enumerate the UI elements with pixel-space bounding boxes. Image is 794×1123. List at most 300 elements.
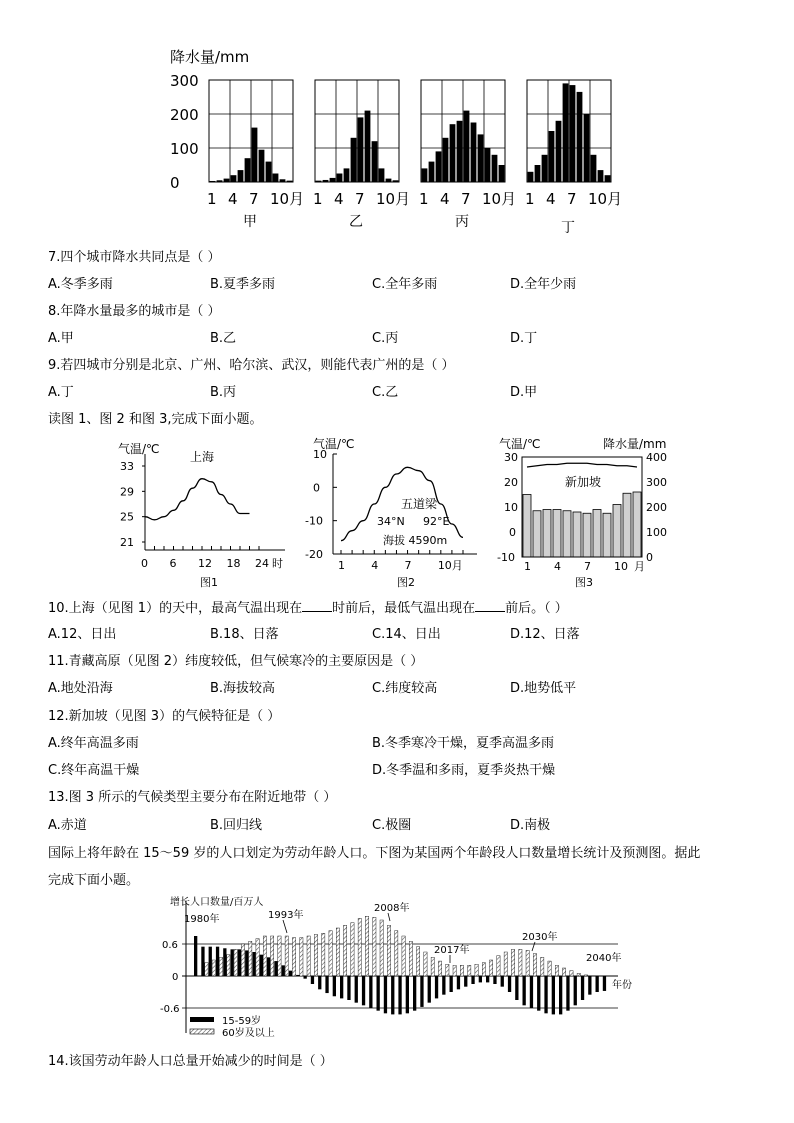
question-11: 11.青藏高原（见图 2）纬度较低，但气候寒冷的主要原因是（ ）: [48, 654, 424, 669]
pop-bar-elder: [409, 941, 412, 976]
precip-bar: [386, 179, 392, 182]
pop-bar-elder: [205, 963, 208, 976]
pop-bar-worker: [325, 976, 328, 993]
pop-bar-worker: [566, 976, 569, 1011]
pop-bar-worker: [252, 952, 255, 976]
precip-bar: [231, 175, 237, 182]
fig2-caption: 图2: [397, 576, 415, 589]
legend-worker-swatch: [190, 1017, 214, 1022]
pop-bar-elder: [482, 963, 485, 976]
precip-bar: [436, 151, 442, 182]
pop-bar-elder: [256, 939, 259, 976]
precip-bar: [266, 162, 272, 182]
fig3-ytick-right: 200: [646, 501, 667, 514]
precip-bar: [450, 124, 456, 182]
pop-bar-worker: [369, 976, 372, 1008]
pop-bar-worker: [260, 955, 263, 976]
legend-elder-label: 60岁及以上: [222, 1028, 275, 1039]
pop-bar-elder: [263, 936, 266, 976]
year-2008: 2008年: [374, 903, 410, 914]
fig3-precip-bar: [573, 512, 581, 557]
pop-bar-elder: [322, 933, 325, 976]
precip-ytick: 100: [170, 140, 199, 158]
pop-bar-worker: [413, 976, 416, 1011]
precip-xtick: 4: [546, 190, 556, 208]
pop-bar-elder: [329, 931, 332, 976]
pop-ytick-neg-0-6: -0.6: [160, 1004, 180, 1015]
pop-bar-worker: [406, 976, 409, 1013]
fig3-precip-bar: [563, 511, 571, 557]
pop-bar-elder: [475, 964, 478, 976]
pop-bar-worker: [574, 976, 577, 1005]
pop-bar-worker: [274, 961, 277, 976]
precip-xtick: 1: [313, 190, 323, 208]
fig2-longitude: 92°E: [423, 515, 450, 528]
fig1-xunit: 时: [272, 557, 283, 570]
pop-bar-elder: [285, 936, 288, 976]
pop-bar-worker: [596, 976, 599, 992]
pop-bar-elder: [533, 954, 536, 976]
q11-option-a[interactable]: A.地处沿海: [48, 681, 113, 696]
fig3-precip-bar: [633, 492, 641, 557]
fig1-xtick: 12: [198, 557, 212, 570]
q11-option-d[interactable]: D.地势低平: [510, 681, 577, 696]
precip-panel-name: 丙: [455, 214, 469, 230]
precip-panel-name: 乙: [349, 214, 363, 230]
q13-option-b[interactable]: B.回归线: [210, 818, 263, 833]
precip-bar: [471, 123, 477, 183]
question-14: 14.该国劳动年龄人口总量开始减少的时间是（ ）: [48, 1054, 333, 1069]
fig3-precip-bar: [533, 511, 541, 557]
fig3-ytick-left: -10: [497, 551, 515, 564]
pop-bar-worker: [333, 976, 336, 996]
question-8: 8.年降水量最多的城市是（ ）: [48, 304, 221, 319]
precip-bar: [344, 168, 350, 182]
precip-panel-2: [313, 80, 410, 230]
q8-option-b[interactable]: B.乙: [210, 331, 237, 346]
question-12: 12.新加坡（见图 3）的气候特征是（ ）: [48, 709, 281, 724]
year-2017: 2017年: [434, 945, 470, 956]
pop-bar-worker: [471, 976, 474, 984]
pop-bar-elder: [468, 965, 471, 976]
fig3-temperature-line: [527, 463, 637, 467]
precip-bar: [478, 134, 484, 182]
precip-xtick: 10月: [588, 190, 623, 208]
pop-bar-elder: [526, 950, 529, 976]
fig3-ylabel-right: 降水量/mm: [603, 437, 667, 451]
precip-bar: [605, 175, 611, 182]
pop-bar-worker: [318, 976, 321, 989]
pop-bar-worker: [362, 976, 365, 1005]
pop-bar-elder: [460, 965, 463, 976]
fig3-precip-bar: [553, 510, 561, 558]
precip-bar: [429, 162, 435, 182]
fig3-precip-bar: [603, 513, 611, 557]
pop-bar-elder: [438, 961, 441, 976]
precip-xtick: 10月: [482, 190, 517, 208]
pop-bar-worker: [201, 947, 204, 976]
q13-option-c[interactable]: C.极圈: [372, 818, 412, 833]
pop-bar-elder: [227, 955, 230, 976]
fig2-altitude: 海拔 4590m: [383, 534, 448, 547]
precip-bar: [379, 168, 385, 182]
pop-bar-worker: [581, 976, 584, 1000]
pop-bar-elder: [548, 961, 551, 976]
precip-xtick: 7: [567, 190, 577, 208]
fig1-ytick: 21: [120, 536, 134, 549]
fig2-xtick: 4: [371, 559, 379, 572]
precip-bar: [549, 131, 555, 182]
pop-bar-worker: [479, 976, 482, 982]
q12-option-b[interactable]: B.冬季寒冷干燥，夏季高温多雨: [372, 736, 555, 751]
fig2-xtick: 7: [404, 559, 412, 572]
pop-bar-worker: [384, 976, 387, 1013]
q12-option-a[interactable]: A.终年高温多雨: [48, 736, 139, 751]
pop-bar-worker: [588, 976, 591, 995]
precip-panel-1: [207, 80, 304, 230]
precip-bar: [372, 141, 378, 182]
precip-xtick: 4: [440, 190, 450, 208]
precip-panel-3: [419, 80, 516, 230]
pop-bar-worker: [530, 976, 533, 1008]
pop-bar-elder: [395, 931, 398, 976]
q10-blank-2: [475, 599, 505, 612]
pop-bar-worker: [267, 957, 270, 976]
precip-bar: [337, 174, 343, 183]
precip-xtick: 4: [334, 190, 344, 208]
precip-bar: [492, 155, 498, 182]
precip-bar: [365, 111, 371, 182]
fig1-xtick: 24: [255, 557, 269, 570]
precip-bar: [542, 155, 548, 182]
fig3-title: 新加坡: [565, 475, 602, 489]
precip-bar: [358, 117, 364, 182]
fig3-ytick-left: 20: [504, 476, 518, 489]
pop-bar-worker: [216, 947, 219, 976]
q10-option-d[interactable]: D.12、日落: [510, 627, 580, 642]
q8-option-d[interactable]: D.丁: [510, 331, 538, 346]
pop-bar-worker: [537, 976, 540, 1011]
question-9: 9.若四城市分别是北京、广州、哈尔滨、武汉，则能代表广州的是（ ）: [48, 358, 455, 373]
pop-bar-elder: [278, 936, 281, 976]
pop-bar-elder: [490, 960, 493, 976]
intro-figs-1-3: 读图 1、图 2 和图 3,完成下面小题。: [48, 412, 263, 427]
pop-bar-elder: [314, 934, 317, 976]
pop-ytick-0: 0: [172, 972, 179, 983]
pop-bar-elder: [387, 925, 390, 976]
precip-panel-name: 甲: [243, 214, 257, 230]
intro-population-line-2: 完成下面小题。: [48, 873, 140, 888]
pop-bar-elder: [234, 949, 237, 976]
precip-bar: [238, 170, 244, 182]
pop-bar-worker: [296, 975, 299, 976]
fig2-station: 五道梁: [401, 497, 438, 511]
pop-bar-elder: [307, 936, 310, 976]
pop-bar-elder: [351, 923, 354, 976]
pop-bar-elder: [555, 965, 558, 976]
pop-bar-worker: [442, 976, 445, 995]
pop-bar-elder: [541, 957, 544, 976]
pop-bar-worker: [311, 976, 314, 984]
pop-bar-worker: [223, 948, 226, 976]
figure-2-wudaoliang: [305, 436, 490, 596]
pop-bar-worker: [552, 976, 555, 1014]
q10-option-a[interactable]: A.12、日出: [48, 627, 117, 642]
pop-bar-worker: [428, 976, 431, 1003]
pop-bar-worker: [508, 976, 511, 992]
precip-xtick: 10月: [270, 190, 305, 208]
precip-bar: [457, 121, 463, 182]
pop-bar-elder: [577, 973, 580, 976]
precip-ytick: 0: [170, 174, 180, 192]
fig3-ytick-left: 10: [504, 501, 518, 514]
q7-option-b[interactable]: B.夏季多雨: [210, 277, 276, 292]
fig1-xtick: 6: [169, 557, 177, 570]
fig3-xtick: 1: [524, 560, 531, 573]
fig2-xtick: 1: [338, 559, 345, 572]
population-growth-figure: [160, 893, 640, 1045]
pop-bar-elder: [446, 964, 449, 976]
fig2-xtick: 10月: [437, 559, 463, 572]
q11-option-b[interactable]: B.海拔较高: [210, 681, 276, 696]
fig1-title: 上海: [190, 450, 215, 464]
q7-option-a[interactable]: A.冬季多雨: [48, 277, 113, 292]
fig3-xtick: 4: [554, 560, 561, 573]
fig3-precip-bar: [583, 513, 591, 557]
pop-ylabel: 增长人口数量/百万人: [170, 897, 264, 908]
precipitation-figure: [160, 42, 640, 240]
q8-option-c[interactable]: C.丙: [372, 331, 399, 346]
q9-option-b[interactable]: B.丙: [210, 385, 237, 400]
pop-bar-worker: [231, 949, 234, 976]
pop-bar-elder: [249, 941, 252, 976]
fig2-latitude: 34°N: [377, 515, 405, 528]
precip-bar: [556, 121, 562, 182]
precip-bar: [499, 165, 505, 182]
precip-xtick: 7: [355, 190, 365, 208]
pop-bar-elder: [380, 920, 383, 976]
pop-bar-worker: [391, 976, 394, 1014]
q7-option-c[interactable]: C.全年多雨: [372, 277, 438, 292]
figure-1-shanghai: [110, 436, 300, 596]
pop-bar-worker: [282, 965, 285, 976]
pop-bar-worker: [304, 976, 307, 979]
legend-worker-label: 15-59岁: [222, 1016, 262, 1027]
precip-bar: [528, 172, 534, 182]
fig1-xtick: 18: [226, 557, 241, 570]
pop-bar-elder: [402, 936, 405, 976]
pop-bar-worker: [603, 976, 606, 991]
pop-bar-elder: [365, 916, 368, 976]
precip-xtick: 1: [207, 190, 217, 208]
precip-bar: [598, 170, 604, 182]
pop-bar-worker: [493, 976, 496, 984]
pop-bar-elder: [563, 968, 566, 976]
pop-bar-elder: [292, 938, 295, 976]
fig3-precip-bar: [613, 505, 621, 558]
question-7: 7.四个城市降水共同点是（ ）: [48, 250, 221, 265]
pop-bar-worker: [523, 976, 526, 1005]
pop-bar-worker: [245, 950, 248, 976]
q13-option-a[interactable]: A.赤道: [48, 818, 87, 833]
pop-bar-elder: [424, 952, 427, 976]
precip-panel-4: [525, 80, 622, 236]
pop-bar-worker: [347, 976, 350, 1000]
q12-option-d[interactable]: D.冬季温和多雨，夏季炎热干燥: [372, 763, 556, 778]
q10-option-c[interactable]: C.14、日出: [372, 627, 441, 642]
q7-option-d[interactable]: D.全年少雨: [510, 277, 577, 292]
precip-bar: [570, 85, 576, 182]
pop-bar-worker: [464, 976, 467, 987]
pop-bar-worker: [450, 976, 453, 992]
fig3-ytick-left: 30: [504, 451, 518, 464]
precip-bar: [224, 179, 230, 182]
precip-panel-name: 丁: [561, 220, 575, 236]
pop-bar-elder: [271, 936, 274, 976]
precip-xtick: 10月: [376, 190, 411, 208]
fig1-temperature-line: [145, 479, 250, 520]
fig3-ytick-right: 300: [646, 476, 667, 489]
pop-bar-elder: [570, 971, 573, 976]
precip-bar: [563, 83, 569, 182]
precip-ylabel: 降水量/mm: [170, 48, 250, 66]
fig3-ytick-right: 400: [646, 451, 667, 464]
pop-ytick-0-6: 0.6: [162, 940, 178, 951]
pop-bar-elder: [511, 949, 514, 976]
precip-bar: [591, 155, 597, 182]
pop-bar-elder: [212, 960, 215, 976]
precip-xtick: 1: [419, 190, 429, 208]
fig1-ytick: 25: [120, 510, 134, 524]
pop-bar-worker: [515, 976, 518, 1000]
precip-bar: [464, 111, 470, 182]
fig3-ylabel-left: 气温/℃: [499, 437, 541, 451]
fig1-ytick: 33: [120, 460, 134, 473]
fig1-xtick: 0: [141, 557, 148, 570]
q9-option-d[interactable]: D.甲: [510, 385, 538, 400]
pop-bar-worker: [355, 976, 358, 1003]
year-1993: 1993年: [268, 910, 304, 921]
pop-bar-elder: [219, 957, 222, 976]
pop-bar-worker: [501, 976, 504, 987]
pop-xunit: 年份: [612, 980, 632, 991]
year-1980: 1980年: [184, 914, 220, 925]
pop-bar-worker: [377, 976, 380, 1011]
q9-option-c[interactable]: C.乙: [372, 385, 399, 400]
fig1-caption: 图1: [200, 576, 218, 589]
precip-xtick: 7: [249, 190, 259, 208]
q10-blank-1: [302, 599, 332, 612]
precip-bar: [252, 128, 258, 182]
fig2-ytick: -10: [305, 514, 323, 528]
fig2-ytick: 0: [313, 481, 320, 495]
fig2-ytick: -20: [305, 548, 323, 561]
precip-xtick: 7: [461, 190, 471, 208]
pop-bar-elder: [497, 956, 500, 976]
pop-bar-elder: [417, 947, 420, 976]
precip-bar: [577, 92, 583, 182]
intro-population-line-1: 国际上将年龄在 15～59 岁的人口划定为劳动年龄人口。下图为某国两个年龄段人口数量增长统计及预测图。据此: [48, 846, 701, 861]
pop-bar-elder: [519, 949, 522, 976]
precip-ytick: 300: [170, 72, 199, 90]
pop-bar-elder: [584, 975, 587, 976]
q10-option-b[interactable]: B.18、日落: [210, 627, 279, 642]
year-2030: 2030年: [522, 932, 558, 943]
figure-3-singapore: [495, 436, 685, 596]
precip-ytick: 200: [170, 106, 199, 124]
precip-bar: [584, 114, 590, 182]
q12-option-c[interactable]: C.终年高温干燥: [48, 763, 140, 778]
pop-bar-worker: [340, 976, 343, 998]
fig3-precip-bar: [523, 495, 531, 558]
pop-bar-worker: [420, 976, 423, 1007]
question-10: [48, 599, 568, 617]
precip-bar: [485, 148, 491, 182]
fig3-xtick: 7: [584, 560, 591, 573]
legend-elder-swatch: [190, 1029, 214, 1034]
fig3-xtick: 月: [634, 560, 645, 573]
pop-bar-elder: [504, 952, 507, 976]
q9-option-a[interactable]: A.丁: [48, 385, 74, 400]
question-13: 13.图 3 所示的气候类型主要分布在附近地带（ ）: [48, 790, 337, 805]
precip-bar: [351, 138, 357, 182]
fig3-precip-bar: [623, 493, 631, 557]
pop-bar-elder: [336, 928, 339, 976]
pop-bar-elder: [358, 918, 361, 976]
pop-bar-elder: [453, 965, 456, 976]
fig3-ytick-left: 0: [509, 526, 516, 539]
fig3-xtick: 10: [614, 560, 628, 573]
precip-xtick: 4: [228, 190, 238, 208]
fig2-ytick: 10: [313, 448, 327, 461]
q8-option-a[interactable]: A.甲: [48, 331, 74, 346]
precip-bar: [535, 165, 541, 182]
pop-bar-worker: [544, 976, 547, 1013]
q10-part-c: 前后。（ ）: [505, 601, 568, 616]
q11-option-c[interactable]: C.纬度较高: [372, 681, 438, 696]
q13-option-d[interactable]: D.南极: [510, 818, 551, 833]
pop-bar-worker: [289, 971, 292, 976]
precip-bar: [245, 158, 251, 182]
pop-bar-elder: [344, 925, 347, 976]
precip-bar: [259, 150, 265, 182]
pop-bar-worker: [209, 947, 212, 976]
fig2-ylabel: 气温/℃: [313, 437, 355, 451]
pop-bar-worker: [194, 936, 197, 976]
pop-bar-elder: [431, 957, 434, 976]
pop-bar-worker: [457, 976, 460, 989]
precip-xtick: 1: [525, 190, 535, 208]
year-2040: 2040年: [586, 953, 622, 964]
pop-bar-worker: [559, 976, 562, 1014]
fig1-ylabel: 气温/℃: [118, 442, 160, 456]
precip-bar: [443, 138, 449, 182]
pop-bar-worker: [435, 976, 438, 998]
precip-bar: [422, 168, 428, 182]
fig3-ytick-right: 100: [646, 526, 667, 539]
fig3-precip-bar: [543, 510, 551, 558]
q10-part-b: 时前后，最低气温出现在: [332, 601, 476, 616]
fig1-ytick: 29: [120, 485, 134, 499]
fig3-ytick-right: 0: [646, 551, 653, 564]
pop-bar-worker: [238, 949, 241, 976]
pop-bar-elder: [373, 917, 376, 976]
pop-bar-elder: [241, 944, 244, 976]
fig3-caption: 图3: [575, 576, 593, 589]
q10-part-a: 10.上海（见图 1）的天中，最高气温出现在: [48, 601, 303, 616]
precip-bar: [330, 178, 336, 182]
pop-bar-worker: [398, 976, 401, 1014]
